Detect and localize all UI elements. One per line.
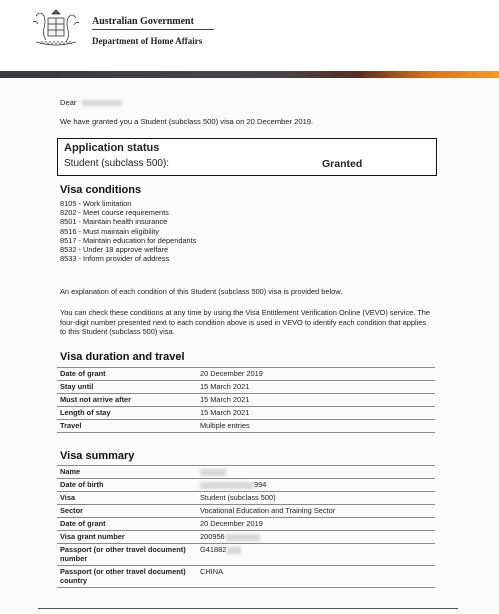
condition-item: 8501 - Maintain health insurance: [60, 217, 168, 227]
table-row: [57, 407, 435, 420]
visa-duration-title: Visa duration and travel: [60, 351, 185, 363]
row-label: Length of stay: [57, 407, 197, 420]
row-label: Visa: [57, 492, 197, 505]
row-value: 15 March 2021: [197, 394, 435, 407]
row-value: [197, 531, 435, 544]
summary-table: [57, 465, 435, 588]
table-row: [57, 505, 435, 518]
row-label: Sector: [57, 505, 197, 518]
row-label: Visa grant number: [57, 531, 197, 544]
redacted-dob: [200, 482, 254, 489]
table-row: [57, 466, 435, 479]
row-label: Travel: [57, 420, 197, 433]
table-row: [57, 394, 435, 407]
row-label: Name: [57, 466, 197, 479]
visa-conditions-title: Visa conditions: [60, 184, 142, 196]
row-value: 20 December 2019: [197, 368, 435, 381]
coat-of-arms-icon: [30, 8, 82, 48]
table-row: [57, 368, 435, 381]
row-value: 20 December 2019: [197, 518, 435, 531]
row-value: CHINA: [197, 565, 435, 587]
table-row: [57, 492, 435, 505]
table-row: [57, 479, 435, 492]
letter-body: [60, 98, 440, 127]
row-label: Passport (or other travel document) number: [57, 544, 197, 566]
row-value: [197, 466, 435, 479]
row-label: Date of grant: [57, 368, 197, 381]
table-row: [57, 381, 435, 394]
condition-item: 8532 - Under 18 approve welfare: [60, 245, 169, 255]
salutation-text: Dear: [60, 98, 77, 107]
row-value: 15 March 2021: [197, 407, 435, 420]
row-label: Passport (or other travel document) country: [57, 565, 197, 587]
row-label: Stay until: [57, 381, 197, 394]
row-label: Must not arrive after: [57, 394, 197, 407]
table-row: [57, 531, 435, 544]
redacted-passport-number: [227, 547, 241, 554]
department-name: Department of Home Affairs: [92, 36, 203, 46]
row-label: Date of birth: [57, 479, 197, 492]
salutation: [60, 98, 440, 107]
bottom-divider: [38, 608, 458, 609]
grant-number-visible: 200956: [200, 532, 225, 541]
redacted-grant-number: [226, 534, 260, 541]
duration-table: [57, 367, 435, 433]
redacted-name: [82, 100, 122, 106]
passport-number-visible: G41882: [200, 545, 227, 554]
visa-summary-title: Visa summary: [60, 450, 135, 462]
row-label: Date of grant: [57, 518, 197, 531]
row-value: 15 March 2021: [197, 381, 435, 394]
application-status-title: Application status: [64, 142, 160, 154]
row-value: Multiple entries: [197, 420, 435, 433]
dob-visible: 994: [254, 480, 267, 489]
conditions-explanation: An explanation of each condition of this Student (subclass 500) visa is provided below.: [60, 287, 343, 296]
condition-item: 8516 - Must maintain eligibility: [60, 226, 159, 236]
condition-item: 8202 - Meet course requirements: [60, 208, 169, 218]
grant-intro: We have granted you a Student (subclass 500) visa on 20 December 2019.: [60, 117, 314, 127]
row-value: Student (subclass 500): [197, 492, 435, 505]
condition-item: 8533 - Inform provider of address: [60, 254, 170, 264]
vevo-paragraph: You can check these conditions at any time by using the Visa Entitlement Verification Online (VEVO) service. The four-digit number presented next to each condition above is used in VEVO to identify each condition that applies to this Student (subclass 500) visa.: [60, 308, 431, 337]
table-row: [57, 544, 435, 566]
header-color-band: [0, 71, 499, 78]
header-divider: [92, 29, 214, 30]
government-name: Australian Government: [92, 16, 194, 27]
condition-item: 8105 - Work limitation: [60, 199, 132, 208]
application-status-box: [57, 138, 437, 176]
row-value: Vocational Education and Training Sector: [197, 505, 435, 518]
table-row: [57, 565, 435, 587]
table-row: [57, 518, 435, 531]
conditions-list: [60, 199, 196, 263]
row-value: [197, 479, 435, 492]
table-row: [57, 420, 435, 433]
application-status-visa: Student (subclass 500):: [64, 158, 170, 169]
condition-item: 8517 - Maintain education for dependants: [60, 235, 197, 245]
row-value: [197, 544, 435, 566]
application-status-value: Granted: [322, 158, 363, 170]
letterhead: [0, 0, 499, 72]
redacted-name-value: [200, 469, 226, 476]
